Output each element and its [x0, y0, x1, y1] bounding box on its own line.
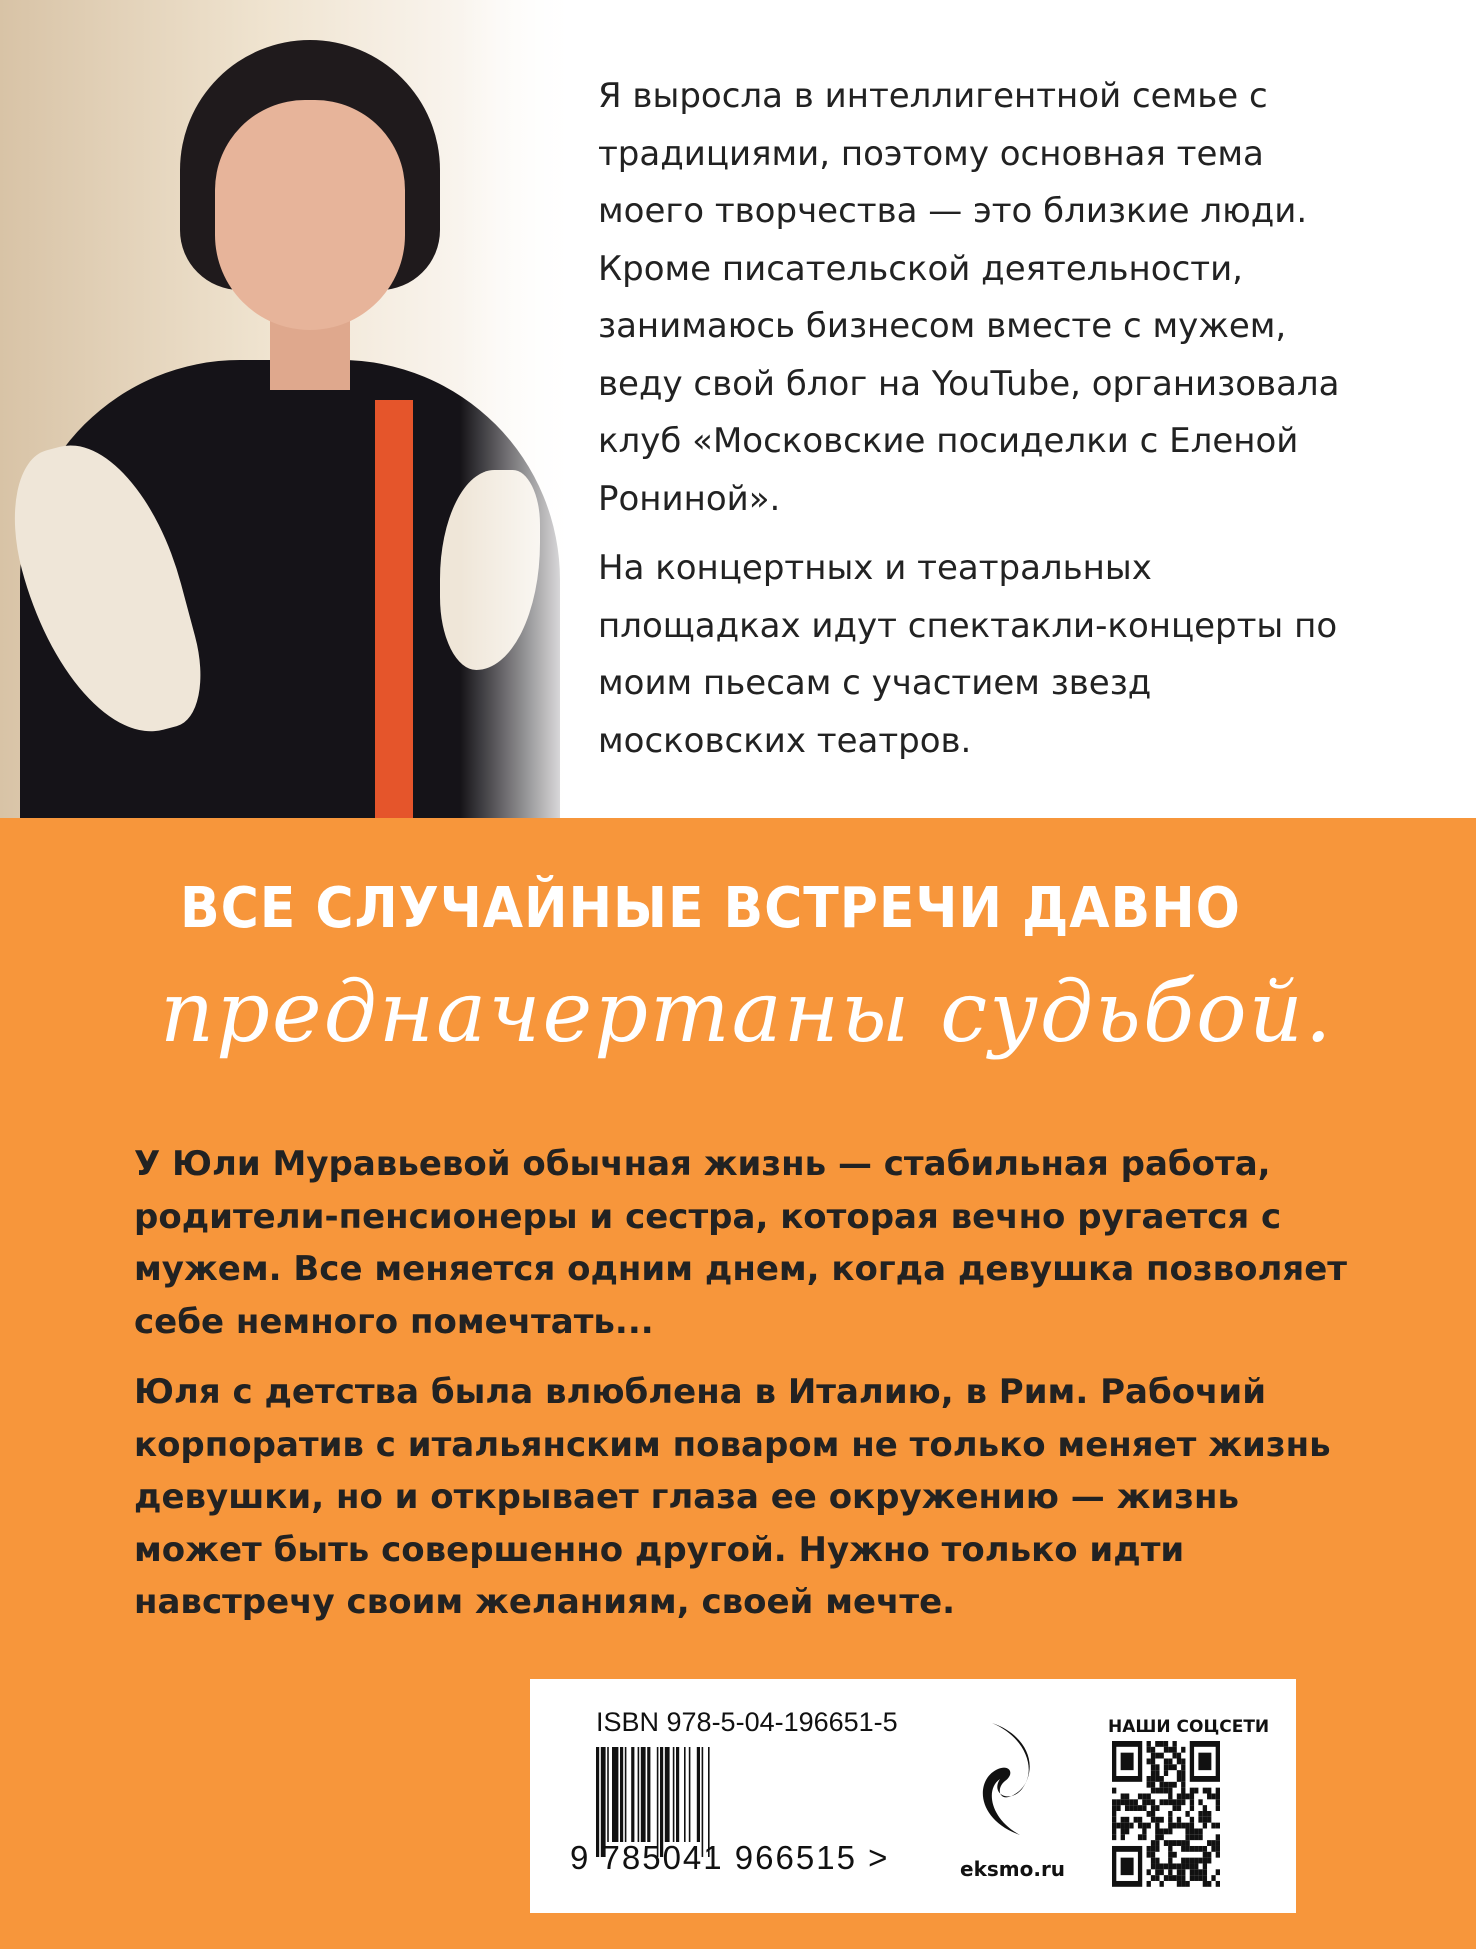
tagline-heading: ВСЕ СЛУЧАЙНЫЕ ВСТРЕЧИ ДАВНО [180, 876, 1241, 941]
author-bio [598, 68, 1358, 782]
publisher-site: eksmo.ru [960, 1857, 1066, 1881]
annotation-paragraph: Юля с детства была влюблена в Италию, в Рим. Рабочий корпоратив с итальянским поваром не только меняет жизнь девушки, но и открывает глаза ее окружению — жизнь может быть совершенно другой. Нужно только идти навстречу своим желаниям, своей мечте. [134, 1372, 1331, 1622]
annotation-section [0, 818, 1476, 1949]
book-annotation [134, 1138, 1354, 1647]
eksmo-logo-icon [970, 1719, 1050, 1839]
social-label: НАШИ СОЦСЕТИ [1108, 1717, 1270, 1737]
annotation-paragraph: У Юли Муравьевой обычная жизнь — стабильная работа, родители-пенсионеры и сестра, которая вечно ругается с мужем. Все меняется одним днем, когда девушка позволяет себе немного помечтать... [134, 1144, 1348, 1342]
qr-code[interactable] [1112, 1741, 1220, 1887]
imprint-box [530, 1679, 1296, 1913]
author-photo [0, 0, 580, 818]
barcode-digits: 9 785041 966515 > [570, 1839, 890, 1876]
bio-paragraph: Я выросла в интеллигентной семье с традициями, поэтому основная тема моего творчества — это близкие люди. Кроме писательской деятельности, занимаюсь бизнесом вместе с мужем, веду свой блог на YouTube, организовала клуб «Московские посиделки с Еленой Рониной». [598, 76, 1340, 519]
author-section [0, 0, 1476, 818]
bio-paragraph: На концертных и театральных площадках идут спектакли-концерты по моим пьесам с участием звезд московских театров. [598, 548, 1338, 761]
isbn-label: ISBN 978-5-04-196651-5 [596, 1707, 898, 1737]
tagline-script: предначертаны судьбой. [160, 963, 1334, 1061]
